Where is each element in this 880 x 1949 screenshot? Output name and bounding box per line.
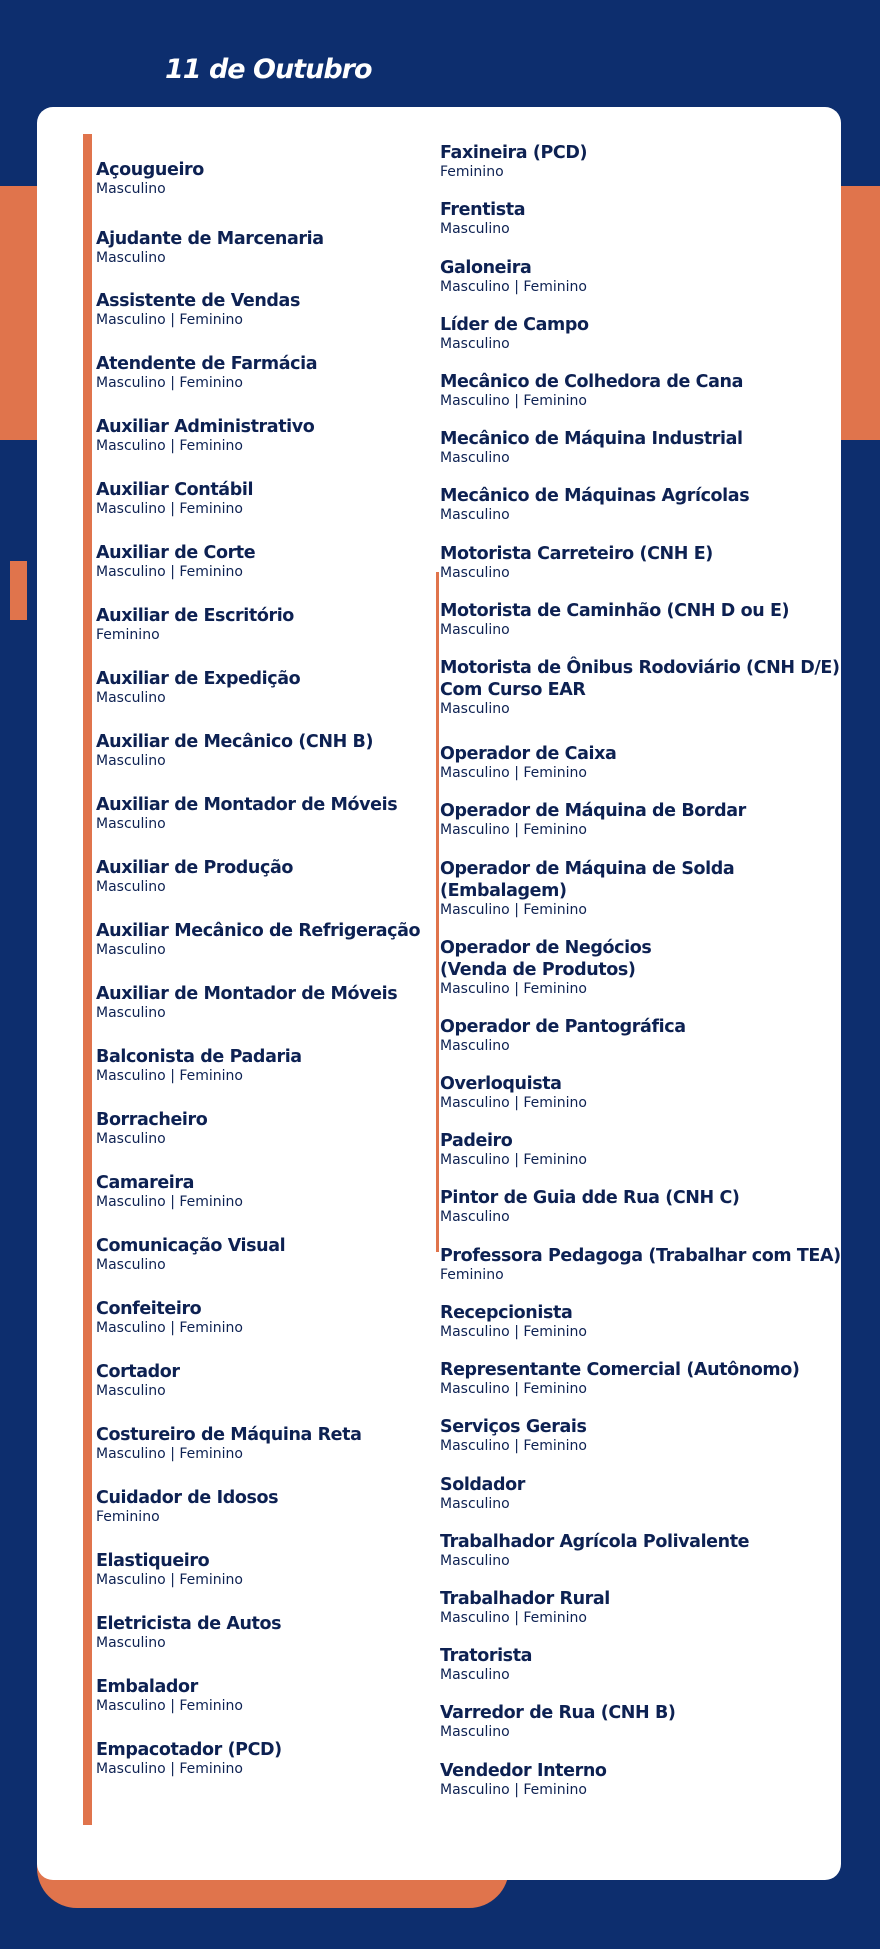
job-title: Açougueiro <box>96 160 204 180</box>
job-title: Serviços Gerais <box>440 1417 587 1437</box>
job-gender: Masculino | Feminino <box>440 902 587 918</box>
job-title: Operador de Caixa <box>440 744 617 764</box>
job-item <box>440 1073 860 1112</box>
job-item <box>440 371 860 410</box>
job-item <box>440 428 860 467</box>
job-title: Galoneira <box>440 258 532 278</box>
job-title: Auxiliar de Corte <box>96 543 256 563</box>
job-title: Padeiro <box>440 1131 513 1151</box>
job-gender: Masculino <box>96 1131 166 1147</box>
job-item <box>440 1245 860 1284</box>
job-item <box>440 314 860 353</box>
job-gender: Masculino <box>440 507 510 523</box>
job-gender: Masculino | Feminino <box>96 1761 243 1777</box>
job-gender: Masculino <box>440 1496 510 1512</box>
job-title: Operador de Pantográfica <box>440 1017 686 1037</box>
job-item <box>440 1359 860 1398</box>
job-gender: Masculino | Feminino <box>96 1068 243 1084</box>
job-gender: Masculino <box>440 1553 510 1569</box>
job-title: Auxiliar Administrativo <box>96 417 315 437</box>
job-item <box>440 657 860 718</box>
job-list-card <box>37 107 841 1880</box>
job-gender: Masculino <box>96 181 166 197</box>
job-gender: Masculino | Feminino <box>440 1438 587 1454</box>
job-gender: Feminino <box>96 627 160 643</box>
job-gender: Masculino <box>440 622 510 638</box>
job-gender: Masculino | Feminino <box>96 1572 243 1588</box>
job-item <box>440 1588 860 1627</box>
job-item <box>440 257 860 296</box>
job-gender: Masculino <box>96 1257 166 1273</box>
job-gender: Masculino <box>440 450 510 466</box>
job-title: Borracheiro <box>96 1110 208 1130</box>
job-title: Confeiteiro <box>96 1299 202 1319</box>
job-title: Costureiro de Máquina Reta <box>96 1425 362 1445</box>
job-gender: Masculino | Feminino <box>440 822 587 838</box>
job-gender: Masculino | Feminino <box>440 1095 587 1111</box>
job-gender: Masculino | Feminino <box>440 1152 587 1168</box>
job-title: Eletricista de Autos <box>96 1614 282 1634</box>
job-title: Comunicação Visual <box>96 1236 286 1256</box>
job-gender: Masculino <box>440 1724 510 1740</box>
job-item <box>440 543 860 582</box>
job-item <box>440 485 860 524</box>
job-item <box>440 142 860 181</box>
accent-bar-left <box>83 134 92 1825</box>
job-item <box>440 800 860 839</box>
job-gender: Masculino <box>96 879 166 895</box>
job-gender: Masculino <box>440 336 510 352</box>
job-title: Operador de Máquina de Solda (Embalagem) <box>440 859 735 901</box>
job-title: Operador de Negócios (Venda de Produtos) <box>440 938 652 980</box>
job-gender: Masculino <box>96 753 166 769</box>
job-title: Mecânico de Máquina Industrial <box>440 429 743 449</box>
job-title: Auxiliar de Mecânico (CNH B) <box>96 732 374 752</box>
job-gender: Masculino <box>440 221 510 237</box>
job-title: Pintor de Guia dde Rua (CNH C) <box>440 1188 740 1208</box>
job-gender: Masculino | Feminino <box>96 1446 243 1462</box>
job-item <box>440 1531 860 1570</box>
job-item <box>440 1302 860 1341</box>
job-title: Soldador <box>440 1475 525 1495</box>
job-title: Recepcionista <box>440 1303 573 1323</box>
job-title: Líder de Campo <box>440 315 589 335</box>
job-item <box>440 1016 860 1055</box>
job-gender: Masculino <box>96 1635 166 1651</box>
job-gender: Masculino | Feminino <box>440 1610 587 1626</box>
job-title: Embalador <box>96 1677 198 1697</box>
job-title: Overloquista <box>440 1074 562 1094</box>
job-title: Auxiliar de Montador de Móveis <box>96 795 398 815</box>
job-item <box>440 1130 860 1169</box>
job-title: Professora Pedagoga (Trabalhar com TEA) <box>440 1246 841 1266</box>
job-gender: Masculino <box>96 942 166 958</box>
job-gender: Feminino <box>440 1267 504 1283</box>
job-title: Motorista de Ônibus Rodoviário (CNH D/E) Com Curso EAR <box>440 658 840 700</box>
job-title: Faxineira (PCD) <box>440 143 588 163</box>
job-item <box>440 1645 860 1684</box>
job-title: Motorista Carreteiro (CNH E) <box>440 544 713 564</box>
job-title: Camareira <box>96 1173 195 1193</box>
job-gender: Masculino <box>96 250 166 266</box>
job-gender: Masculino | Feminino <box>440 279 587 295</box>
job-gender: Masculino | Feminino <box>440 1324 587 1340</box>
job-item <box>440 1187 860 1226</box>
job-title: Auxiliar de Expedição <box>96 669 301 689</box>
job-gender: Feminino <box>96 1509 160 1525</box>
job-title: Cortador <box>96 1362 180 1382</box>
job-title: Auxiliar de Produção <box>96 858 293 878</box>
job-item <box>440 1760 860 1799</box>
job-item <box>440 937 860 998</box>
job-title: Trabalhador Agrícola Polivalente <box>440 1532 750 1552</box>
job-title: Mecânico de Máquinas Agrícolas <box>440 486 750 506</box>
job-title: Auxiliar de Montador de Móveis <box>96 984 398 1004</box>
job-gender: Masculino <box>96 816 166 832</box>
job-gender: Masculino <box>440 1038 510 1054</box>
job-title: Motorista de Caminhão (CNH D ou E) <box>440 601 790 621</box>
job-title: Auxiliar Mecânico de Refrigeração <box>96 921 421 941</box>
job-item <box>440 858 860 919</box>
job-title: Ajudante de Marcenaria <box>96 229 324 249</box>
job-gender: Masculino | Feminino <box>96 312 243 328</box>
date-title: 11 de Outubro <box>165 54 372 85</box>
job-gender: Masculino <box>440 1209 510 1225</box>
job-gender: Masculino <box>96 690 166 706</box>
job-gender: Masculino <box>96 1383 166 1399</box>
job-item <box>440 1474 860 1513</box>
job-gender: Masculino | Feminino <box>96 438 243 454</box>
job-title: Varredor de Rua (CNH B) <box>440 1703 676 1723</box>
job-title: Empacotador (PCD) <box>96 1740 282 1760</box>
job-item <box>440 600 860 639</box>
job-gender: Masculino | Feminino <box>96 1698 243 1714</box>
job-item <box>440 199 860 238</box>
job-gender: Masculino | Feminino <box>440 1381 587 1397</box>
job-gender: Feminino <box>440 164 504 180</box>
job-gender: Masculino | Feminino <box>440 981 587 997</box>
job-item <box>440 1416 860 1455</box>
job-gender: Masculino | Feminino <box>440 393 587 409</box>
job-title: Cuidador de Idosos <box>96 1488 279 1508</box>
job-title: Representante Comercial (Autônomo) <box>440 1360 800 1380</box>
job-title: Elastiqueiro <box>96 1551 210 1571</box>
job-title: Atendente de Farmácia <box>96 354 318 374</box>
job-gender: Masculino | Feminino <box>96 564 243 580</box>
job-gender: Masculino | Feminino <box>96 501 243 517</box>
job-gender: Masculino <box>440 565 510 581</box>
job-gender: Masculino <box>440 1667 510 1683</box>
job-gender: Masculino | Feminino <box>96 375 243 391</box>
job-item <box>440 743 860 782</box>
job-gender: Masculino | Feminino <box>96 1194 243 1210</box>
job-title: Auxiliar de Escritório <box>96 606 294 626</box>
decor-tab-left <box>10 561 27 620</box>
job-gender: Masculino <box>96 1005 166 1021</box>
job-title: Operador de Máquina de Bordar <box>440 801 746 821</box>
job-title: Auxiliar Contábil <box>96 480 254 500</box>
job-gender: Masculino | Feminino <box>96 1320 243 1336</box>
job-title: Tratorista <box>440 1646 533 1666</box>
job-title: Trabalhador Rural <box>440 1589 610 1609</box>
job-gender: Masculino | Feminino <box>440 1782 587 1798</box>
job-gender: Masculino <box>440 701 510 717</box>
job-item <box>440 1702 860 1741</box>
job-title: Vendedor Interno <box>440 1761 607 1781</box>
job-title: Assistente de Vendas <box>96 291 300 311</box>
job-title: Balconista de Padaria <box>96 1047 302 1067</box>
job-title: Mecânico de Colhedora de Cana <box>440 372 743 392</box>
job-title: Frentista <box>440 200 526 220</box>
job-gender: Masculino | Feminino <box>440 765 587 781</box>
